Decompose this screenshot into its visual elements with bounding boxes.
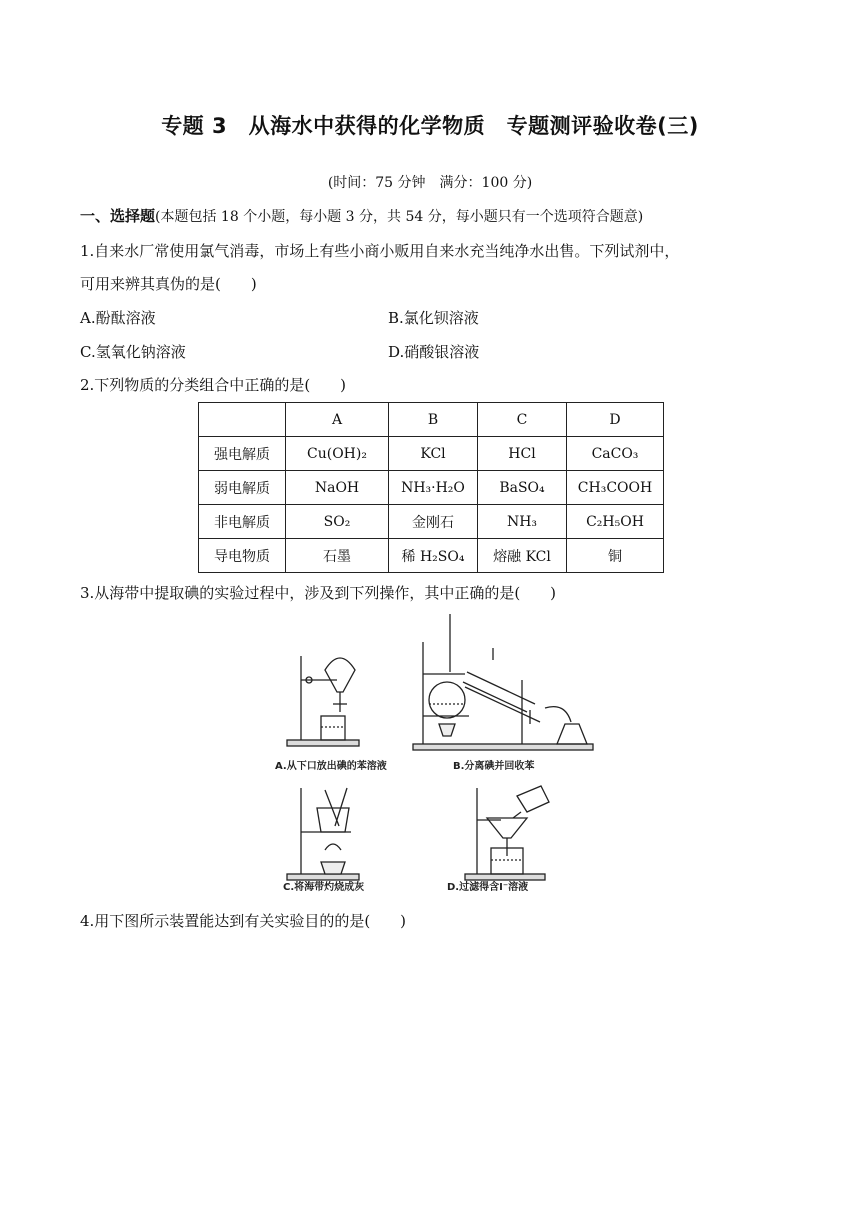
- table-header-cell: [199, 403, 286, 437]
- question-3-stem: 3.从海带中提取碘的实验过程中，涉及到下列操作，其中正确的是( ): [80, 584, 557, 602]
- table-cell: 金刚石: [389, 505, 478, 539]
- page-title: 专题 3 从海水中获得的化学物质 专题测评验收卷(三): [161, 114, 699, 138]
- question-1-option-a: A.酚酞溶液: [80, 309, 156, 327]
- caption-a: A.从下口放出碘的苯溶液: [275, 761, 387, 772]
- table-header-cell: B: [389, 403, 478, 437]
- table-cell: HCl: [478, 437, 567, 471]
- table-cell: NaOH: [286, 471, 389, 505]
- caption-b: B.分离碘并回收苯: [453, 761, 535, 772]
- crucible-heating-apparatus: [287, 788, 359, 880]
- table-cell: KCl: [389, 437, 478, 471]
- table-cell: BaSO₄: [478, 471, 567, 505]
- table-cell: 非电解质: [199, 505, 286, 539]
- section-title: 一、选择题: [80, 207, 156, 225]
- table-cell: CaCO₃: [567, 437, 664, 471]
- table-header-cell: A: [286, 403, 389, 437]
- caption-d: D.过滤得含I⁻溶液: [447, 882, 529, 893]
- filtration-apparatus: [465, 786, 549, 880]
- question-1-option-b: B.氯化钡溶液: [388, 309, 479, 327]
- question-4-stem: 4.用下图所示装置能达到有关实验目的的是( ): [80, 912, 407, 930]
- classification-table: [198, 402, 664, 573]
- table-cell: Cu(OH)₂: [286, 437, 389, 471]
- table-row: [199, 505, 664, 539]
- table-cell: C₂H₅OH: [567, 505, 664, 539]
- table-cell: 弱电解质: [199, 471, 286, 505]
- caption-c: C.将海带灼烧成灰: [283, 882, 365, 893]
- question-1-option-d: D.硝酸银溶液: [388, 343, 480, 361]
- question-1-stem-line2: 可用来辨其真伪的是( ): [80, 275, 257, 293]
- table-cell: 强电解质: [199, 437, 286, 471]
- table-header-cell: D: [567, 403, 664, 437]
- table-cell: SO₂: [286, 505, 389, 539]
- section-heading: [80, 205, 643, 226]
- question-2-stem: 2.下列物质的分类组合中正确的是( ): [80, 376, 347, 394]
- table-cell: 熔融 KCl: [478, 539, 567, 573]
- distillation-apparatus: [413, 614, 593, 750]
- question-1-option-c: C.氢氧化钠溶液: [80, 343, 186, 361]
- table-header-cell: C: [478, 403, 567, 437]
- separatory-funnel-apparatus: [287, 656, 359, 746]
- table-cell: NH₃·H₂O: [389, 471, 478, 505]
- table-cell: CH₃COOH: [567, 471, 664, 505]
- exam-info: (时间：75 分钟 满分：100 分): [327, 175, 533, 191]
- apparatus-figure: [265, 612, 595, 897]
- table-row: [199, 437, 664, 471]
- table-cell: 导电物质: [199, 539, 286, 573]
- table-row: [199, 539, 664, 573]
- section-note: (本题包括 18 个小题，每小题 3 分，共 54 分，每小题只有一个选项符合题意): [155, 209, 644, 225]
- table-cell: 石墨: [286, 539, 389, 573]
- table-cell: NH₃: [478, 505, 567, 539]
- table-row: [199, 471, 664, 505]
- question-1-stem-line1: 1.自来水厂常使用氯气消毒，市场上有些小商小贩用自来水充当纯净水出售。下列试剂中，: [80, 242, 680, 260]
- table-cell: 铜: [567, 539, 664, 573]
- table-header-row: [199, 403, 664, 437]
- table-cell: 稀 H₂SO₄: [389, 539, 478, 573]
